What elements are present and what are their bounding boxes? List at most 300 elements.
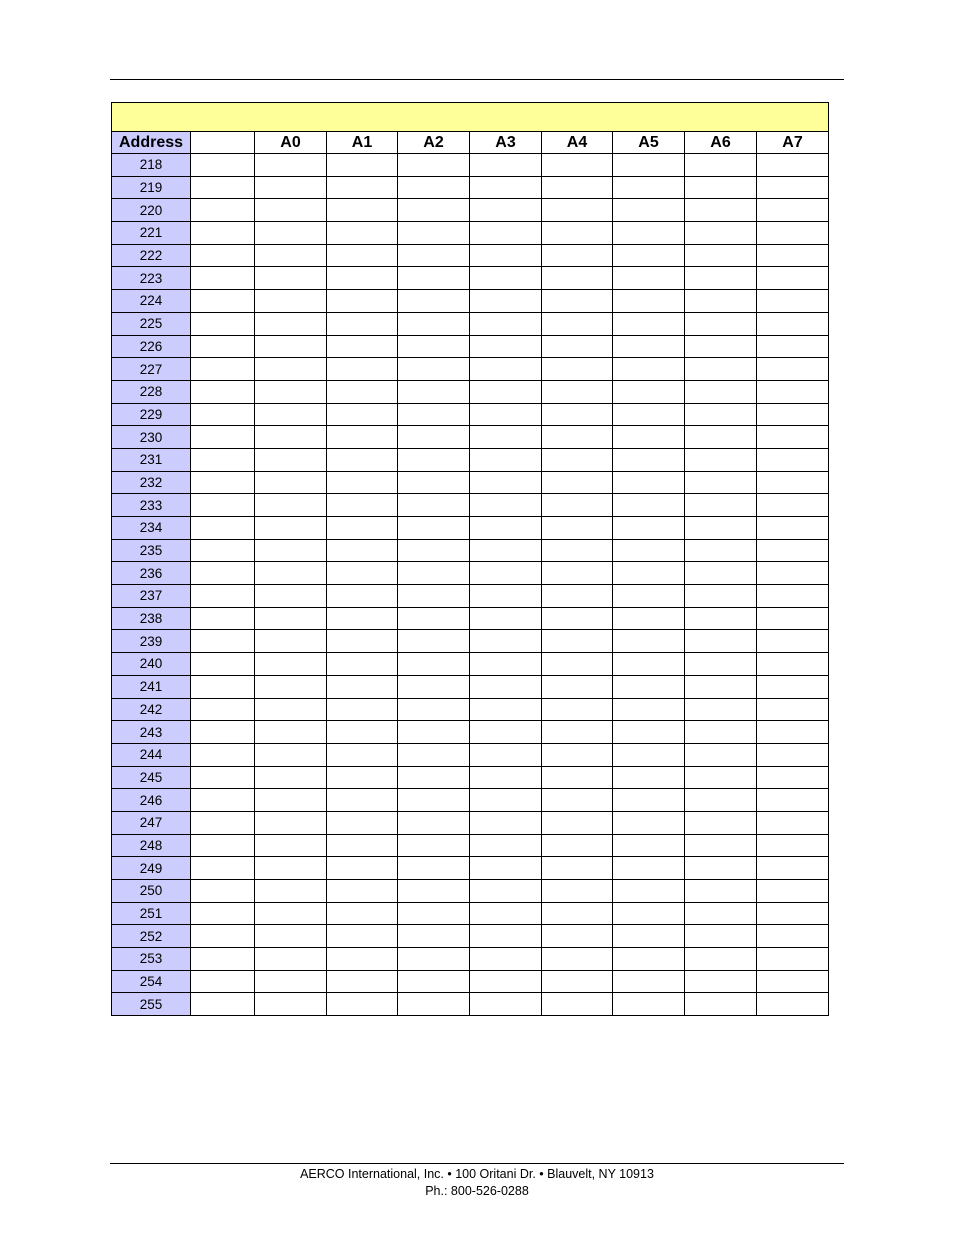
entry-cell: [398, 426, 470, 449]
entry-cell: [255, 403, 327, 426]
table-header-row: [112, 132, 829, 154]
entry-cell: [613, 607, 685, 630]
table-row: [112, 471, 829, 494]
entry-cell: [470, 880, 542, 903]
entry-cell: [757, 630, 829, 653]
entry-cell: [685, 766, 757, 789]
address-cell: 245: [112, 766, 191, 789]
entry-cell: [191, 721, 255, 744]
entry-cell: [470, 607, 542, 630]
entry-cell: [757, 925, 829, 948]
entry-cell: [542, 358, 613, 381]
entry-cell: [613, 471, 685, 494]
entry-cell: [191, 267, 255, 290]
entry-cell: [398, 562, 470, 585]
entry-cell: [327, 789, 398, 812]
entry-cell: [255, 743, 327, 766]
entry-cell: [757, 539, 829, 562]
entry-cell: [398, 358, 470, 381]
entry-cell: [191, 902, 255, 925]
entry-cell: [470, 471, 542, 494]
entry-cell: [398, 721, 470, 744]
entry-cell: [255, 811, 327, 834]
entry-cell: [191, 585, 255, 608]
entry-cell: [191, 948, 255, 971]
entry-cell: [327, 880, 398, 903]
entry-cell: [542, 312, 613, 335]
entry-cell: [470, 244, 542, 267]
address-cell: 220: [112, 199, 191, 222]
entry-cell: [191, 290, 255, 313]
entry-cell: [542, 539, 613, 562]
entry-cell: [470, 222, 542, 245]
entry-cell: [685, 675, 757, 698]
entry-cell: [685, 721, 757, 744]
entry-cell: [327, 630, 398, 653]
entry-cell: [757, 154, 829, 177]
entry-cell: [327, 471, 398, 494]
entry-cell: [613, 222, 685, 245]
entry-cell: [757, 403, 829, 426]
entry-cell: [327, 312, 398, 335]
entry-cell: [191, 993, 255, 1016]
address-cell: 230: [112, 426, 191, 449]
address-cell: 241: [112, 675, 191, 698]
entry-cell: [470, 267, 542, 290]
entry-cell: [255, 335, 327, 358]
entry-cell: [613, 925, 685, 948]
entry-cell: [470, 834, 542, 857]
entry-cell: [327, 948, 398, 971]
entry-cell: [613, 653, 685, 676]
entry-cell: [327, 222, 398, 245]
entry-cell: [327, 267, 398, 290]
entry-cell: [398, 698, 470, 721]
entry-cell: [613, 675, 685, 698]
entry-cell: [191, 380, 255, 403]
entry-cell: [470, 585, 542, 608]
address-cell: 240: [112, 653, 191, 676]
table-row: [112, 154, 829, 177]
table-row: [112, 789, 829, 812]
entry-cell: [255, 834, 327, 857]
entry-cell: [398, 312, 470, 335]
entry-cell: [191, 698, 255, 721]
entry-cell: [685, 426, 757, 449]
entry-cell: [757, 358, 829, 381]
entry-cell: [398, 993, 470, 1016]
entry-cell: [757, 857, 829, 880]
entry-cell: [191, 403, 255, 426]
entry-cell: [191, 675, 255, 698]
entry-cell: [757, 948, 829, 971]
entry-cell: [613, 403, 685, 426]
entry-cell: [542, 925, 613, 948]
address-cell: 236: [112, 562, 191, 585]
address-cell: 218: [112, 154, 191, 177]
entry-cell: [470, 426, 542, 449]
entry-cell: [470, 857, 542, 880]
entry-cell: [398, 267, 470, 290]
table-row: [112, 539, 829, 562]
table-row: [112, 607, 829, 630]
table-row: [112, 448, 829, 471]
entry-cell: [470, 630, 542, 653]
footer-phone: Ph.: 800-526-0288: [425, 1184, 529, 1198]
table-row: [112, 290, 829, 313]
entry-cell: [398, 585, 470, 608]
address-cell: 254: [112, 970, 191, 993]
entry-cell: [542, 857, 613, 880]
entry-cell: [685, 789, 757, 812]
entry-cell: [470, 948, 542, 971]
entry-cell: [757, 766, 829, 789]
entry-cell: [470, 698, 542, 721]
entry-cell: [327, 970, 398, 993]
entry-cell: [613, 358, 685, 381]
entry-cell: [685, 653, 757, 676]
table-banner: [112, 103, 829, 132]
entry-cell: [613, 199, 685, 222]
entry-cell: [191, 448, 255, 471]
entry-cell: [398, 380, 470, 403]
table-row: [112, 494, 829, 517]
entry-cell: [685, 312, 757, 335]
footer-rule: [110, 1163, 844, 1164]
entry-cell: [255, 426, 327, 449]
entry-cell: [542, 222, 613, 245]
entry-cell: [685, 925, 757, 948]
table-row: [112, 244, 829, 267]
entry-cell: [398, 948, 470, 971]
entry-cell: [757, 335, 829, 358]
table-row: [112, 970, 829, 993]
entry-cell: [613, 585, 685, 608]
entry-cell: [191, 857, 255, 880]
entry-cell: [398, 471, 470, 494]
entry-cell: [191, 471, 255, 494]
address-cell: 244: [112, 743, 191, 766]
entry-cell: [470, 335, 542, 358]
entry-cell: [685, 517, 757, 540]
table-row: [112, 517, 829, 540]
entry-cell: [470, 675, 542, 698]
entry-cell: [542, 607, 613, 630]
entry-cell: [255, 585, 327, 608]
address-cell: 219: [112, 176, 191, 199]
entry-cell: [613, 494, 685, 517]
entry-cell: [685, 403, 757, 426]
entry-cell: [191, 630, 255, 653]
table-row: [112, 380, 829, 403]
address-cell: 239: [112, 630, 191, 653]
entry-cell: [327, 562, 398, 585]
entry-cell: [613, 834, 685, 857]
table-row: [112, 630, 829, 653]
entry-cell: [542, 517, 613, 540]
table-row: [112, 925, 829, 948]
address-cell: 233: [112, 494, 191, 517]
entry-cell: [613, 562, 685, 585]
table-row: [112, 857, 829, 880]
entry-cell: [470, 721, 542, 744]
entry-cell: [470, 970, 542, 993]
entry-cell: [470, 448, 542, 471]
address-cell: 237: [112, 585, 191, 608]
entry-cell: [255, 766, 327, 789]
table-row: [112, 312, 829, 335]
entry-cell: [613, 176, 685, 199]
entry-cell: [757, 471, 829, 494]
footer-address: AERCO International, Inc. • 100 Oritani Dr. • Blauvelt, NY 10913: [300, 1167, 654, 1181]
entry-cell: [327, 517, 398, 540]
entry-cell: [255, 176, 327, 199]
entry-cell: [327, 448, 398, 471]
entry-cell: [685, 539, 757, 562]
entry-cell: [685, 267, 757, 290]
entry-cell: [470, 993, 542, 1016]
entry-cell: [255, 993, 327, 1016]
entry-cell: [191, 199, 255, 222]
entry-cell: [613, 380, 685, 403]
entry-cell: [255, 698, 327, 721]
entry-cell: [327, 902, 398, 925]
address-cell: 247: [112, 811, 191, 834]
entry-cell: [542, 267, 613, 290]
address-cell: 238: [112, 607, 191, 630]
table-row: [112, 880, 829, 903]
column-header-a0: A0: [255, 132, 327, 154]
column-header-a3: A3: [470, 132, 542, 154]
entry-cell: [191, 426, 255, 449]
address-cell: 234: [112, 517, 191, 540]
entry-cell: [685, 607, 757, 630]
address-cell: 246: [112, 789, 191, 812]
entry-cell: [470, 743, 542, 766]
entry-cell: [470, 199, 542, 222]
entry-cell: [542, 743, 613, 766]
entry-cell: [685, 834, 757, 857]
entry-cell: [191, 494, 255, 517]
entry-cell: [255, 471, 327, 494]
entry-cell: [542, 721, 613, 744]
entry-cell: [255, 562, 327, 585]
entry-cell: [685, 585, 757, 608]
entry-cell: [255, 653, 327, 676]
table-row: [112, 698, 829, 721]
entry-cell: [191, 607, 255, 630]
entry-cell: [685, 698, 757, 721]
entry-cell: [685, 743, 757, 766]
entry-cell: [327, 857, 398, 880]
entry-cell: [327, 539, 398, 562]
entry-cell: [191, 244, 255, 267]
table-row: [112, 993, 829, 1016]
entry-cell: [191, 335, 255, 358]
table-row: [112, 335, 829, 358]
entry-cell: [613, 335, 685, 358]
entry-cell: [542, 653, 613, 676]
entry-cell: [255, 539, 327, 562]
entry-cell: [327, 403, 398, 426]
entry-cell: [542, 766, 613, 789]
entry-cell: [327, 176, 398, 199]
entry-cell: [191, 811, 255, 834]
entry-cell: [470, 494, 542, 517]
table-row: [112, 222, 829, 245]
entry-cell: [542, 471, 613, 494]
entry-cell: [685, 970, 757, 993]
entry-cell: [191, 312, 255, 335]
table-row: [112, 766, 829, 789]
entry-cell: [398, 653, 470, 676]
entry-cell: [191, 176, 255, 199]
entry-cell: [613, 743, 685, 766]
entry-cell: [613, 244, 685, 267]
entry-cell: [685, 471, 757, 494]
entry-cell: [191, 789, 255, 812]
entry-cell: [191, 154, 255, 177]
table-row: [112, 403, 829, 426]
entry-cell: [613, 880, 685, 903]
entry-cell: [542, 403, 613, 426]
entry-cell: [470, 789, 542, 812]
entry-cell: [255, 789, 327, 812]
entry-cell: [398, 222, 470, 245]
entry-cell: [542, 176, 613, 199]
entry-cell: [327, 244, 398, 267]
entry-cell: [255, 902, 327, 925]
entry-cell: [685, 176, 757, 199]
entry-cell: [398, 176, 470, 199]
entry-cell: [613, 426, 685, 449]
entry-cell: [685, 154, 757, 177]
entry-cell: [398, 335, 470, 358]
entry-cell: [191, 653, 255, 676]
entry-cell: [398, 199, 470, 222]
entry-cell: [542, 811, 613, 834]
entry-cell: [757, 267, 829, 290]
entry-cell: [327, 426, 398, 449]
entry-cell: [757, 222, 829, 245]
entry-cell: [398, 494, 470, 517]
table-banner-row: [112, 103, 829, 132]
table-row: [112, 902, 829, 925]
entry-cell: [327, 653, 398, 676]
table-row: [112, 199, 829, 222]
entry-cell: [327, 199, 398, 222]
entry-cell: [327, 290, 398, 313]
table-row: [112, 948, 829, 971]
entry-cell: [685, 244, 757, 267]
entry-cell: [757, 902, 829, 925]
entry-cell: [542, 562, 613, 585]
entry-cell: [255, 494, 327, 517]
table-row: [112, 721, 829, 744]
entry-cell: [685, 630, 757, 653]
entry-cell: [757, 880, 829, 903]
header-rule: [110, 79, 844, 80]
entry-cell: [398, 517, 470, 540]
entry-cell: [470, 902, 542, 925]
entry-cell: [327, 154, 398, 177]
address-cell: 222: [112, 244, 191, 267]
entry-cell: [327, 811, 398, 834]
entry-cell: [757, 834, 829, 857]
column-header-a6: A6: [685, 132, 757, 154]
entry-cell: [470, 403, 542, 426]
entry-cell: [327, 607, 398, 630]
entry-cell: [255, 267, 327, 290]
column-header-a1: A1: [327, 132, 398, 154]
entry-cell: [685, 948, 757, 971]
entry-cell: [398, 811, 470, 834]
entry-cell: [398, 675, 470, 698]
entry-cell: [255, 290, 327, 313]
entry-cell: [613, 766, 685, 789]
entry-cell: [327, 834, 398, 857]
entry-cell: [398, 403, 470, 426]
entry-cell: [757, 993, 829, 1016]
entry-cell: [613, 721, 685, 744]
entry-cell: [542, 948, 613, 971]
entry-cell: [398, 539, 470, 562]
entry-cell: [255, 630, 327, 653]
entry-cell: [470, 176, 542, 199]
entry-cell: [398, 834, 470, 857]
entry-cell: [398, 880, 470, 903]
entry-cell: [398, 630, 470, 653]
entry-cell: [398, 448, 470, 471]
entry-cell: [398, 857, 470, 880]
entry-cell: [613, 448, 685, 471]
entry-cell: [542, 380, 613, 403]
entry-cell: [470, 766, 542, 789]
table-row: [112, 675, 829, 698]
entry-cell: [757, 199, 829, 222]
table-row: [112, 562, 829, 585]
entry-cell: [470, 312, 542, 335]
entry-cell: [542, 675, 613, 698]
entry-cell: [398, 789, 470, 812]
entry-cell: [613, 857, 685, 880]
entry-cell: [613, 312, 685, 335]
entry-cell: [613, 517, 685, 540]
column-header-address: Address: [112, 132, 191, 154]
column-header-a5: A5: [613, 132, 685, 154]
entry-cell: [398, 902, 470, 925]
address-cell: 227: [112, 358, 191, 381]
entry-cell: [255, 244, 327, 267]
entry-cell: [470, 290, 542, 313]
entry-cell: [613, 539, 685, 562]
entry-cell: [255, 199, 327, 222]
entry-cell: [757, 176, 829, 199]
entry-cell: [327, 698, 398, 721]
entry-cell: [685, 380, 757, 403]
entry-cell: [685, 335, 757, 358]
entry-cell: [327, 358, 398, 381]
entry-cell: [757, 244, 829, 267]
entry-cell: [757, 675, 829, 698]
table-row: [112, 267, 829, 290]
entry-cell: [542, 834, 613, 857]
entry-cell: [542, 970, 613, 993]
entry-cell: [542, 789, 613, 812]
entry-cell: [255, 857, 327, 880]
entry-cell: [757, 811, 829, 834]
entry-cell: [255, 222, 327, 245]
